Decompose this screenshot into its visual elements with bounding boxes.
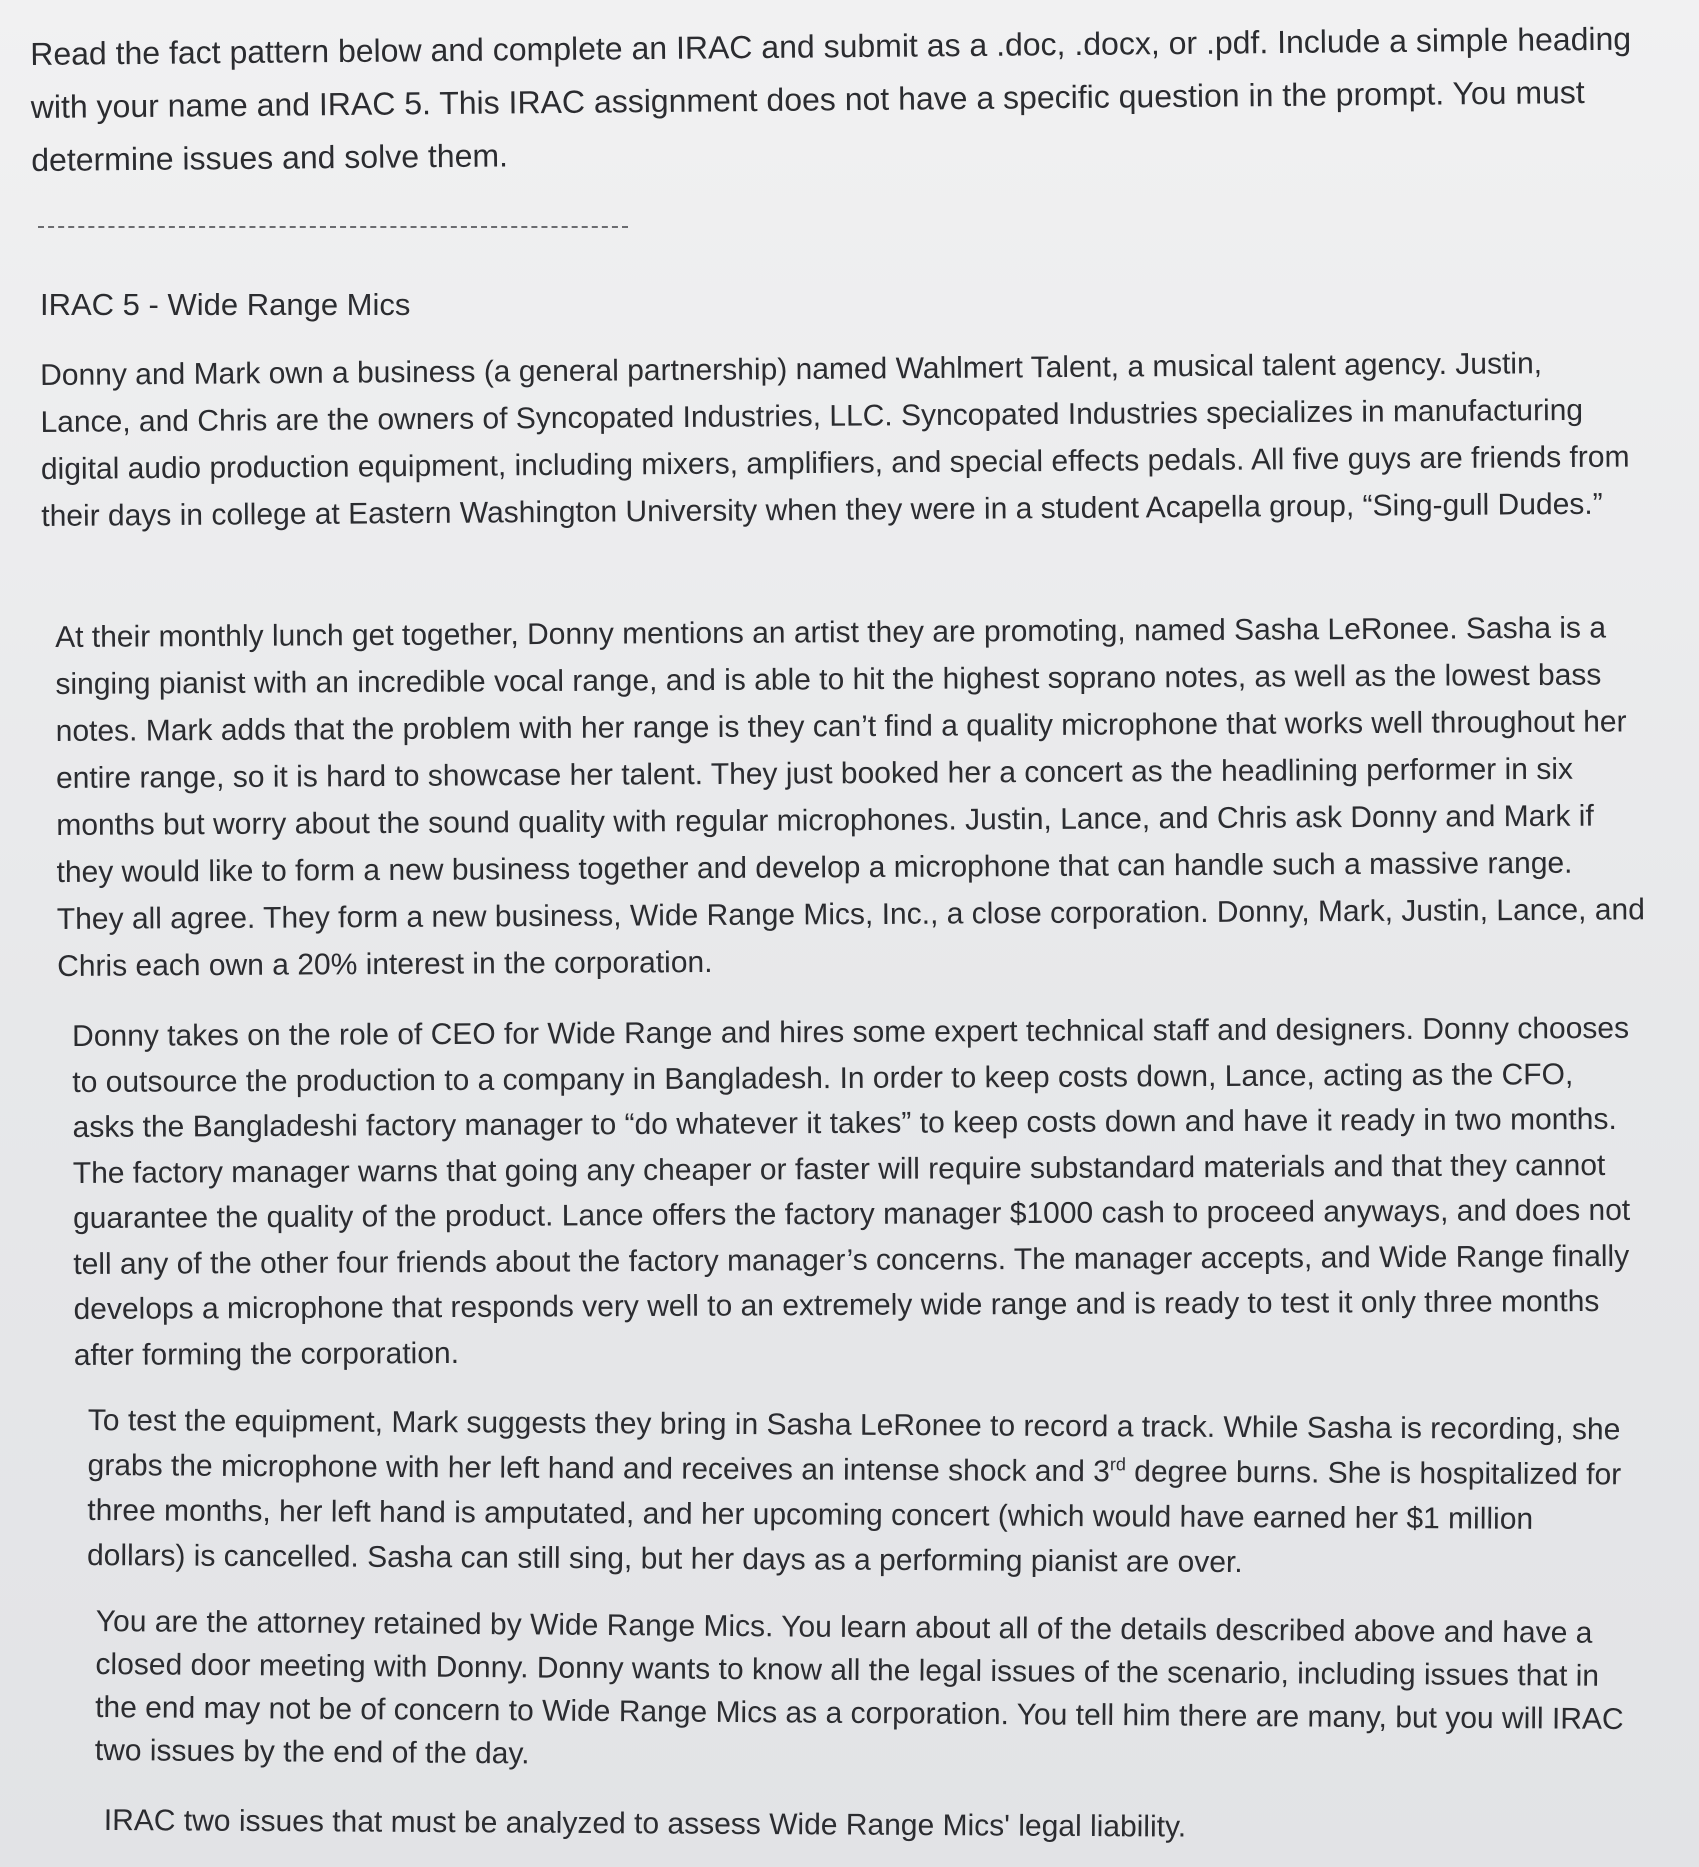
- paragraph-task: IRAC two issues that must be analyzed to assess Wide Range Mics' legal liability.: [103, 1803, 1187, 1844]
- fact-pattern-title: IRAC 5 - Wide Range Mics: [40, 287, 411, 322]
- paragraph-test-incident-part1: To test the equipment, Mark suggests they bring in Sasha LeRonee to record a track. While Sasha is recording, she grabs the microphone with her left hand and receives an intense shock and 3: [87, 1403, 1621, 1489]
- paragraph-lunch-meeting: At their monthly lunch get together, Donny mentions an artist they are promoting, named Sasha LeRonee. Sasha is a singing pianist with an incredible vocal range, and is able to hit the highest soprano notes, as well as the lowest bass notes. Mark adds that the problem with her range is they can’t find a quality microphone that works well throughout her entire range, so it is hard to showcase her talent. They just booked her a concert as the headlining performer in six months but worry about the sound quality with regular microphones. Justin, Lance, and Chris ask Donny and Mark if they would like to form a new business together and develop a microphone that can handle such a massive range. They all agree. They form a new business, Wide Range Mics, Inc., a close corporation. Donny, Mark, Justin, Lance, and Chris each own a 20% interest in the corporation.: [55, 611, 1645, 983]
- paragraph-attorney-role: You are the attorney retained by Wide Range Mics. You learn about all of the details described above and have a closed door meeting with Donny. Donny wants to know all the legal issues of the scenario, including issues that in the end may not be of concern to Wide Range Mics as a corporation. You tell him there are many, but you will IRAC two issues by the end of the day.: [94, 1604, 1624, 1771]
- section-divider: [38, 226, 628, 228]
- ordinal-suffix: rd: [1109, 1454, 1127, 1475]
- paragraph-test-incident: [87, 1398, 1628, 1587]
- assignment-instructions: Read the fact pattern below and complete an IRAC and submit as a .doc, .docx, or .pdf. Include a simple heading with your name and IRAC 5. This IRAC assignment does not have a specific question in the prompt. You must determine issues and solve them.: [30, 20, 1632, 178]
- paragraph-production: Donny takes on the role of CEO for Wide Range and hires some expert technical staff and designers. Donny chooses to outsource the production to a company in Bangladesh. In order to keep costs down, Lance, acting as the CFO, asks the Bangladeshi factory manager to “do whatever it takes” to keep costs down and have it ready in two months. The factory manager warns that going any cheaper or faster will require substandard materials and that they cannot guarantee the quality of the product. Lance offers the factory manager $1000 cash to proceed anyways, and does not tell any of the other four friends about the factory manager’s concerns. The manager accepts, and Wide Range finally develops a microphone that responds very well to an extremely wide range and is ready to test it only three months after forming the corporation.: [72, 1011, 1631, 1372]
- paragraph-test-incident-part2: degree burns. She is hospitalized for three months, her left hand is amputated, and her upcoming concert (which would have earned her $1 million dollars) is cancelled. Sasha can still sing, but her days as a performing pianist are over.: [86, 1455, 1622, 1580]
- paragraph-background: Donny and Mark own a business (a general partnership) named Wahlmert Talent, a musical talent agency. Justin, Lance, and Chris are the owners of Syncopated Industries, LLC. Syncopated Industries specializes in manufacturing digital audio production equipment, including mixers, amplifiers, and special effects pedals. All five guys are friends from their days in college at Eastern Washington University when they were in a student Acapella group, “Sing-gull Dudes.”: [40, 347, 1630, 533]
